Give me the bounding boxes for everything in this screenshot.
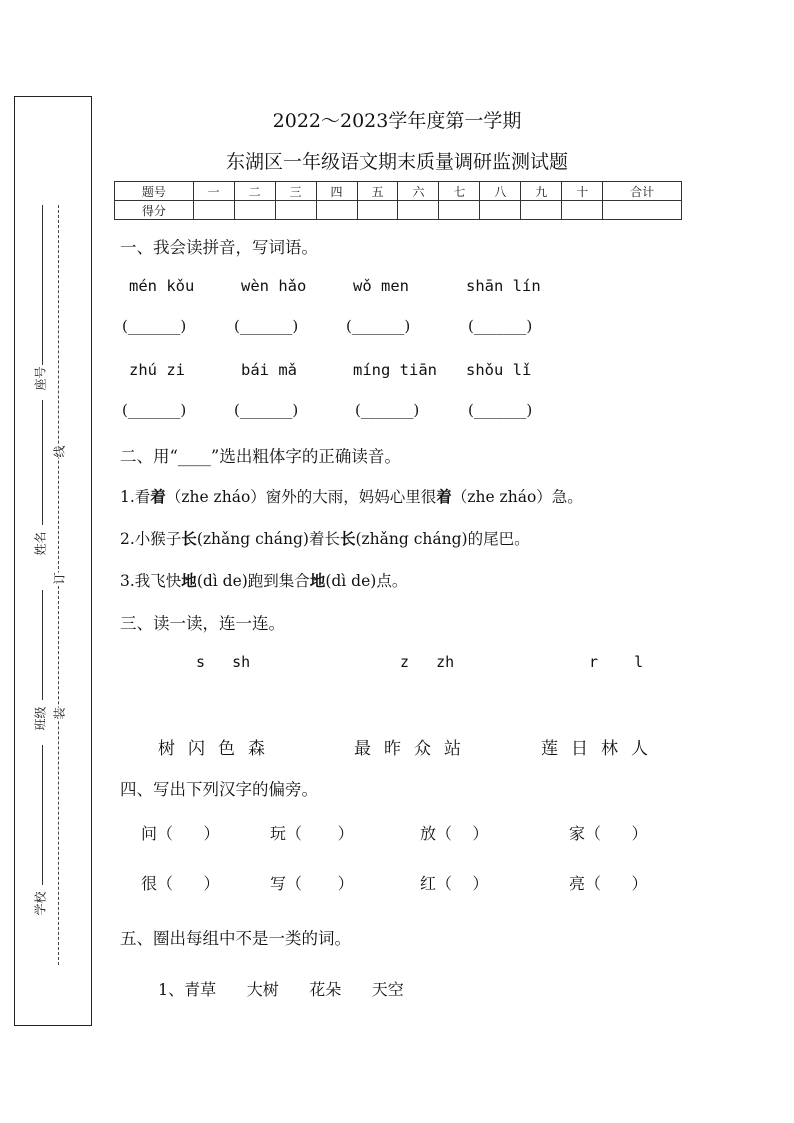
score-col: 二	[234, 182, 275, 201]
q-text: 2.小猴子	[120, 530, 182, 548]
section-5-title: 五、圈出每组中不是一类的词。	[120, 929, 351, 948]
score-cell[interactable]	[357, 201, 398, 220]
section-4-title: 四、写出下列汉字的偏旁。	[120, 780, 318, 799]
school-label: 学校	[33, 891, 48, 916]
q-bold: 着	[150, 487, 166, 506]
name-label: 姓名	[33, 531, 48, 556]
letter-group: r l	[589, 653, 644, 671]
answer-blank[interactable]: (_______)	[468, 401, 533, 419]
q-text: (zhǎng cháng)的尾巴。	[355, 530, 530, 548]
pinyin: míng tiān	[353, 361, 437, 379]
score-table-score-row	[115, 201, 682, 220]
score-col: 三	[275, 182, 316, 201]
score-col: 一	[193, 182, 234, 201]
q-bold: 地	[181, 571, 197, 590]
letter-group: s sh	[196, 653, 251, 671]
pinyin: zhú zi	[129, 361, 185, 379]
exam-title: 东湖区一年级语文期末质量调研监测试题	[225, 151, 568, 173]
score-cell[interactable]	[439, 201, 480, 220]
radical-item[interactable]: 放（ ）	[420, 824, 489, 843]
answer-blank[interactable]: (_______)	[346, 317, 411, 335]
pinyin: wèn hǎo	[241, 277, 307, 295]
char-group: 树闪色森	[158, 739, 278, 759]
zhuang-mark: 装	[52, 707, 67, 720]
answer-blank[interactable]: (_______)	[122, 317, 187, 335]
score-table-row-label: 题号	[115, 182, 194, 201]
radical-item[interactable]: 家（ ）	[569, 824, 648, 843]
class-line	[42, 590, 43, 700]
char-group: 莲日林人	[541, 739, 661, 759]
radical-item[interactable]: 亮（ ）	[569, 874, 648, 893]
score-table-row-label: 得分	[115, 201, 194, 220]
score-col: 六	[398, 182, 439, 201]
name-line	[42, 400, 43, 525]
pinyin: mén kǒu	[129, 277, 195, 295]
score-table	[114, 181, 682, 220]
section-1-title: 一、我会读拼音，写词语。	[120, 238, 318, 257]
question-2-3	[120, 569, 407, 591]
seat-line	[42, 205, 43, 365]
radical-item[interactable]: 玩（ ）	[270, 824, 354, 843]
score-cell[interactable]	[562, 201, 603, 220]
answer-blank[interactable]: (_______)	[355, 401, 420, 419]
seat-label: 座号	[33, 366, 48, 391]
score-cell[interactable]	[275, 201, 316, 220]
score-cell[interactable]	[521, 201, 562, 220]
q-text: 3.我飞快	[120, 572, 182, 590]
pinyin: shǒu lǐ	[466, 361, 532, 379]
q-text: 1.看	[120, 488, 151, 506]
q-bold: 长	[339, 529, 356, 548]
char-group: 最昨众站	[354, 739, 474, 759]
score-cell[interactable]	[316, 201, 357, 220]
answer-blank[interactable]: (_______)	[468, 317, 533, 335]
score-col: 十	[562, 182, 603, 201]
score-col: 九	[521, 182, 562, 201]
class-label: 班级	[33, 706, 48, 731]
line-mark: 线	[52, 445, 67, 458]
letter-group: z zh	[400, 653, 455, 671]
q-text: （zhe zháo）窗外的大雨，妈妈心里很	[165, 488, 437, 506]
q-text: (zhǎng cháng)着长	[196, 530, 340, 548]
q-bold: 地	[309, 571, 326, 590]
answer-blank[interactable]: (_______)	[122, 401, 187, 419]
score-cell[interactable]	[603, 201, 682, 220]
q-text: (dì de)点。	[325, 572, 408, 590]
score-col: 四	[316, 182, 357, 201]
section-2-title: 二、用“____”选出粗体字的正确读音。	[120, 447, 401, 466]
binding-strip	[14, 96, 92, 1026]
radical-item[interactable]: 问（ ）	[141, 824, 220, 843]
score-cell[interactable]	[234, 201, 275, 220]
q-text: （zhe zháo）急。	[451, 488, 583, 506]
score-col: 五	[357, 182, 398, 201]
score-col: 八	[480, 182, 521, 201]
answer-blank[interactable]: (_______)	[234, 401, 299, 419]
q-bold: 长	[181, 529, 197, 548]
question-2-2	[120, 527, 530, 549]
score-cell[interactable]	[398, 201, 439, 220]
q-bold: 着	[436, 487, 452, 506]
radical-item[interactable]: 很（ ）	[141, 874, 220, 893]
school-line	[42, 745, 43, 885]
score-table-header-row	[115, 182, 682, 201]
answer-blank[interactable]: (_______)	[234, 317, 299, 335]
q-text: (dì de)跑到集合	[196, 572, 310, 590]
score-col: 七	[439, 182, 480, 201]
radical-item[interactable]: 写（ ）	[270, 874, 354, 893]
score-cell[interactable]	[480, 201, 521, 220]
binding-dashed-line	[58, 205, 59, 965]
score-col: 合计	[603, 182, 682, 201]
score-cell[interactable]	[193, 201, 234, 220]
radical-item[interactable]: 红（ ）	[420, 874, 489, 893]
ding-mark: 订	[52, 572, 67, 585]
pinyin: shān lín	[466, 277, 541, 295]
section-3-title: 三、读一读，连一连。	[120, 614, 285, 633]
pinyin: bái mǎ	[241, 361, 297, 379]
word-group-1: 1、青草 大树 花朵 天空	[158, 980, 404, 999]
exam-term-title: 2022～2023学年度第一学期	[272, 110, 522, 132]
question-2-1	[120, 485, 583, 507]
pinyin: wǒ men	[353, 277, 409, 295]
